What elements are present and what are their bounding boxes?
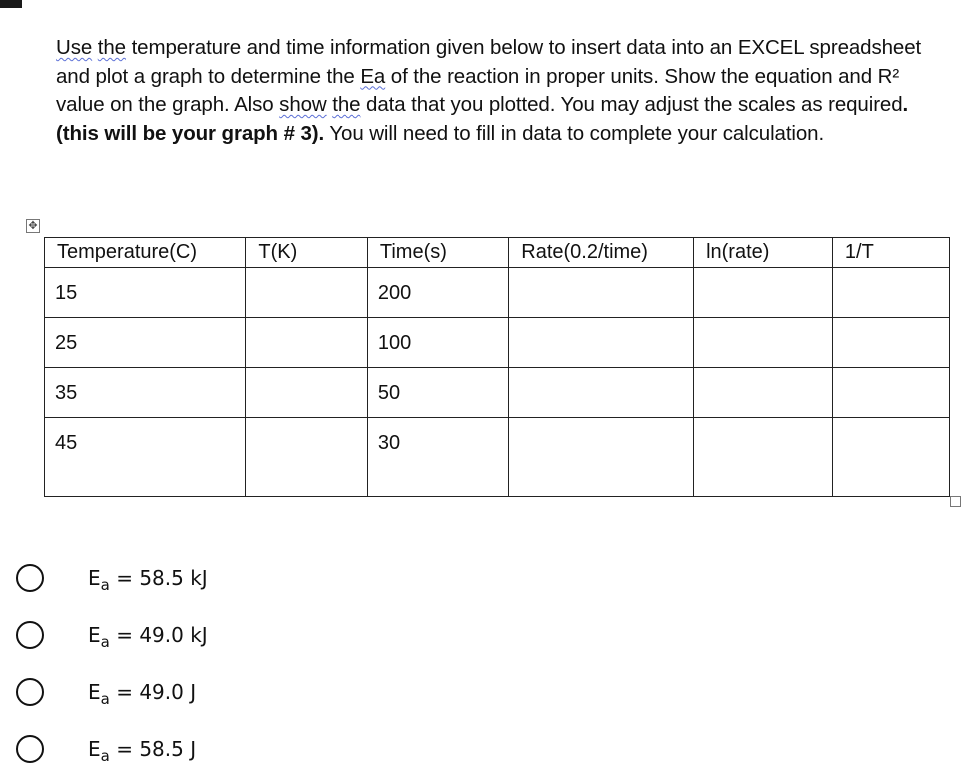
cell-temperature[interactable]: 15 [45, 268, 246, 318]
radio-button[interactable] [16, 621, 44, 649]
choice-label: $E_a = 58.5$ J [88, 737, 197, 765]
cell-temperature[interactable]: 45 [45, 418, 246, 497]
table-row [45, 418, 950, 497]
choice-option-2[interactable] [16, 617, 276, 657]
header-ln-rate: ln(rate) [694, 238, 833, 268]
prompt-word-the: the [97, 36, 126, 59]
radio-button[interactable] [16, 678, 44, 706]
cell-rate[interactable] [509, 318, 694, 368]
choice-label: $E_a = 58.5$ kJ [88, 566, 208, 594]
cell-temperature[interactable]: 35 [45, 368, 246, 418]
header-kelvin: T(K) [246, 238, 368, 268]
prompt-text-1: temperature and time information given below to insert data into an EXCEL spreadsheet and plot a graph to determine the [56, 36, 922, 88]
prompt-word-use: Use [56, 36, 93, 59]
header-time: Time(s) [367, 238, 508, 268]
prompt-text-2: of the reaction in proper units. Show the equation and R² value on the graph. Also [56, 64, 900, 116]
cell-rate[interactable] [509, 268, 694, 318]
prompt-text-4: You will need to fill in data to complete your calculation. [324, 121, 825, 145]
question-prompt [56, 34, 946, 148]
choice-option-4[interactable] [16, 731, 276, 771]
cell-time[interactable]: 30 [367, 418, 508, 497]
table-row [45, 318, 950, 368]
cell-kelvin[interactable] [246, 418, 368, 497]
prompt-text-3: data that you plotted. You may adjust the scales as required [360, 93, 903, 116]
cell-inverse-t[interactable] [832, 368, 949, 418]
data-table [44, 237, 950, 497]
table-resize-handle[interactable] [950, 496, 961, 507]
cell-ln-rate[interactable] [694, 368, 833, 418]
choice-option-1[interactable] [16, 560, 276, 600]
cell-ln-rate[interactable] [694, 318, 833, 368]
prompt-word-ea: Ea [360, 64, 386, 88]
table-move-handle-icon[interactable]: ✥ [26, 219, 40, 233]
radio-button[interactable] [16, 564, 44, 592]
table-header-row [45, 238, 950, 268]
header-temperature: Temperature(C) [45, 238, 246, 268]
cell-inverse-t[interactable] [832, 318, 949, 368]
table-row [45, 368, 950, 418]
cell-time[interactable]: 200 [367, 268, 508, 318]
header-inverse-t: 1/T [832, 238, 949, 268]
cell-rate[interactable] [509, 368, 694, 418]
prompt-word-show: show [279, 93, 327, 116]
prompt-bold-note: .(this will be your graph # 3). [56, 93, 909, 145]
cell-kelvin[interactable] [246, 268, 368, 318]
cell-time[interactable]: 50 [367, 368, 508, 418]
cell-kelvin[interactable] [246, 368, 368, 418]
cell-ln-rate[interactable] [694, 418, 833, 497]
cell-temperature[interactable]: 25 [45, 318, 246, 368]
cell-inverse-t[interactable] [832, 268, 949, 318]
corner-mark [0, 0, 22, 8]
cell-kelvin[interactable] [246, 318, 368, 368]
cell-time[interactable]: 100 [367, 318, 508, 368]
prompt-word-the-2: the [332, 93, 361, 116]
choice-label: $E_a = 49.0$ kJ [88, 623, 208, 651]
cell-rate[interactable] [509, 418, 694, 497]
choice-option-3[interactable] [16, 674, 276, 714]
header-rate: Rate(0.2/time) [509, 238, 694, 268]
radio-button[interactable] [16, 735, 44, 763]
table-row [45, 268, 950, 318]
cell-ln-rate[interactable] [694, 268, 833, 318]
cell-inverse-t[interactable] [832, 418, 949, 497]
choice-label: $E_a = 49.0$ J [88, 680, 197, 708]
